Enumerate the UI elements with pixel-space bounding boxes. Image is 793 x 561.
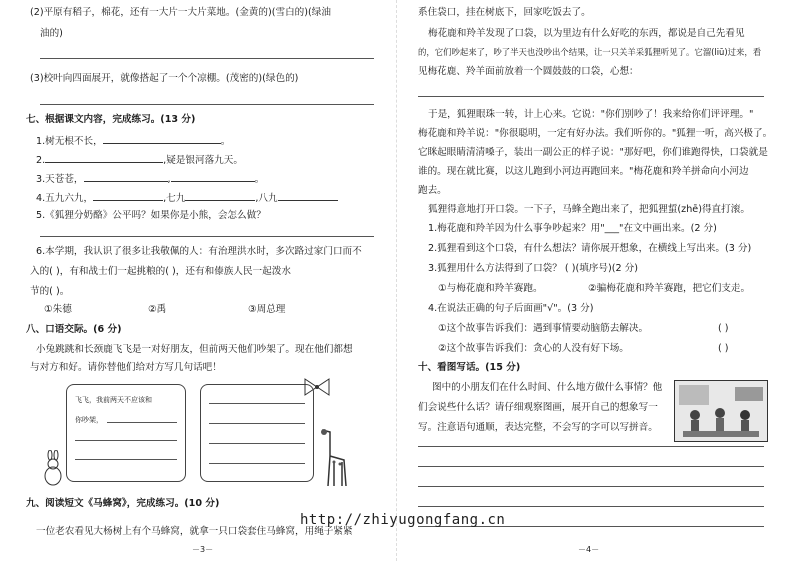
question-4: 4.在说法正确的句子后面画"√"。(3 分): [428, 303, 594, 314]
fill-blank[interactable]: [45, 152, 163, 163]
page-divider: [396, 0, 397, 561]
fill-blank[interactable]: [103, 133, 221, 144]
story-para-3b: 梅花鹿和羚羊说："你很聪明，一定有好办法。我们听你的。"狐狸一听，高兴极了。: [418, 128, 773, 139]
fill-blank[interactable]: [84, 171, 168, 182]
writing-line[interactable]: [418, 506, 764, 507]
note-card-right[interactable]: [200, 384, 314, 482]
story-para-4: 狐狸得意地打开口袋。一下子，马蜂全跑出来了，把狐狸蜇(zhē)得直打滚。: [428, 204, 750, 215]
story-para-2c: 见梅花鹿、羚羊面前放着一个圆鼓鼓的口袋，心想：: [418, 66, 639, 77]
card-rule: [209, 423, 305, 424]
fill-blank[interactable]: [93, 190, 163, 201]
question-3: 3.狐狸用什么方法得到了口袋？ ( )(填序号)(2 分): [428, 263, 638, 274]
s7-3-end: 。: [254, 174, 265, 185]
card-rule: [75, 440, 177, 441]
q3-option-1: ①与梅花鹿和羚羊赛跑。: [438, 283, 543, 294]
s7-item-6-cont: 入的( )，有和战士们一起挑粮的( )，还有和傣族人民一起泼水: [30, 266, 291, 277]
s10-line-3: 写。注意语句通顺，表达完整，不会写的字可以写拼音。: [418, 422, 658, 433]
story-para-3a: 于是，狐狸眼珠一转，计上心来。它说："你们别吵了！我来给你们评评理。": [428, 109, 754, 120]
s7-item-5: 5.《狐狸分奶酪》公平吗？如果你是小熊，会怎么做？: [36, 210, 266, 221]
card-rule: [75, 459, 177, 460]
section-8-heading: 八、口语交际。(6 分): [26, 324, 122, 335]
story-para-2a: 梅花鹿和羚羊发现了口袋，以为里边有什么好吃的东西，都说是自己先看见: [428, 28, 745, 39]
fill-blank[interactable]: [278, 190, 338, 201]
s7-4-end: ,八九: [255, 193, 278, 204]
page-number: －3－: [192, 545, 214, 554]
classroom-picture: [674, 380, 768, 442]
note-card-left[interactable]: [66, 384, 186, 482]
s7-3-prefix: 3.天苍苍，: [36, 174, 84, 185]
card-rule: [209, 443, 305, 444]
s7-1-suffix: 。: [220, 136, 231, 147]
writing-line[interactable]: [418, 446, 764, 447]
card-line-2: 你吵架，: [75, 416, 103, 424]
section-9-heading: 九、阅读短文《马蜂窝》，完成练习。(10 分): [26, 498, 220, 509]
s7-item-4: [36, 190, 338, 205]
story-line-1: 系住袋口，挂在树底下，回家吃饭去了。: [418, 7, 591, 18]
story-para-3e: 跑去。: [418, 185, 447, 196]
fill-blank[interactable]: [185, 190, 255, 201]
answer-line[interactable]: [40, 58, 374, 59]
answer-line[interactable]: [40, 104, 374, 105]
s7-item-1: [36, 133, 230, 148]
story-para-3d: 谁的。现在就比赛，以这儿跑到小河边再跑回来。"梅花鹿和羚羊拼命向小河边: [418, 166, 749, 177]
s8-para-1: 小兔跳跳和长颈鹿飞飞是一对好朋友，但前两天他们吵架了。现在他们都想: [36, 344, 353, 355]
question-2: 2.狐狸看到这个口袋，有什么想法？请你展开想象，在横线上写出来。(3 分): [428, 243, 752, 254]
section-7-heading: 七、根据课文内容，完成练习。(13 分): [26, 114, 196, 125]
rabbit-icon: [40, 450, 66, 486]
option-3: ③周总理: [248, 304, 286, 315]
card-rule: [209, 463, 305, 464]
s7-item-6: 6.本学期，我认识了很多让我敬佩的人：有治理洪水时，多次路过家门口而不: [36, 246, 362, 257]
page-3: [26, 0, 376, 561]
fill-blank[interactable]: [171, 171, 255, 182]
writing-line[interactable]: [418, 466, 764, 467]
story-para-2b: 的，它们吵起来了，吵了半天也没吵出个结果，让一只关羊采狐狸听见了。它溜(liū)过来，看: [418, 47, 762, 57]
card-rule: [107, 422, 177, 423]
q5-2-text: (2)平原有稻子，棉花，还有一大片一大片菜地。(金黄的)(雪白的)(绿油: [30, 7, 331, 18]
story-para-3c: 它眯起眼睛清清嗓子，装出一副公正的样子说："那好吧，你们谁跑得快，口袋就是: [418, 147, 768, 158]
s7-2-text: ,疑是银河落九天。: [163, 155, 243, 166]
writing-line[interactable]: [418, 486, 764, 487]
q4-paren-2[interactable]: ( ): [718, 343, 729, 354]
watermark-url: http://zhiyugongfang.cn: [300, 512, 506, 528]
s9-para-1: 一位老农看见大杨树上有个马蜂窝，就拿一只口袋套住马蜂窝，用绳子紧紧: [36, 526, 353, 537]
s7-3-comma: ,: [167, 174, 171, 185]
q5-3-text: (3)校叶向四面展开，就像搭起了一个个凉棚。(茂密的)(绿色的): [30, 73, 299, 84]
s7-4-mid: ,七九: [163, 193, 186, 204]
s10-line-1: 图中的小朋友们在什么时间、什么地方做什么事情？他: [432, 382, 663, 393]
q4-option-2: ②这个故事告诉我们：贪心的人没有好下场。: [438, 343, 629, 354]
question-1: 1.梅花鹿和羚羊因为什么事争吵起来？用"___"在文中画出来。(2 分): [428, 223, 717, 234]
option-2: ②禹: [148, 304, 167, 315]
giraffe-icon: [312, 426, 352, 490]
s7-2-index: 2.: [36, 155, 46, 166]
s7-4-prefix: 4.五九六九，: [36, 193, 94, 204]
s7-1-prefix: 1.树无根不长，: [36, 136, 103, 147]
s7-item-3: [36, 171, 264, 186]
answer-line[interactable]: [418, 96, 764, 97]
section-10-heading: 十、看图写话。(15 分): [418, 362, 521, 373]
s8-para-2: 与对方和好。请你替他们给对方写几句话吧！: [30, 362, 222, 373]
card-line-1: 飞飞，我前两天不应该和: [75, 396, 152, 404]
q4-option-1: ①这个故事告诉我们：遇到事情要动脑筋去解决。: [438, 323, 649, 334]
page-4: [418, 0, 773, 561]
s7-item-2: [36, 152, 243, 167]
q3-option-2: ②骗梅花鹿和羚羊赛跑，把它们支走。: [588, 283, 751, 294]
answer-line[interactable]: [40, 236, 374, 237]
q4-paren-1[interactable]: ( ): [718, 323, 729, 334]
s10-line-2: 们会说些什么话？请仔细观察图画，展开自己的想象写一: [418, 402, 658, 413]
q5-2-text-cont: 油的): [40, 28, 63, 39]
card-rule: [209, 403, 305, 404]
page-number: －4－: [578, 545, 600, 554]
bow-icon: [302, 376, 332, 398]
s7-item-6-cont2: 节的( )。: [30, 286, 70, 297]
option-1: ①朱德: [44, 304, 72, 315]
